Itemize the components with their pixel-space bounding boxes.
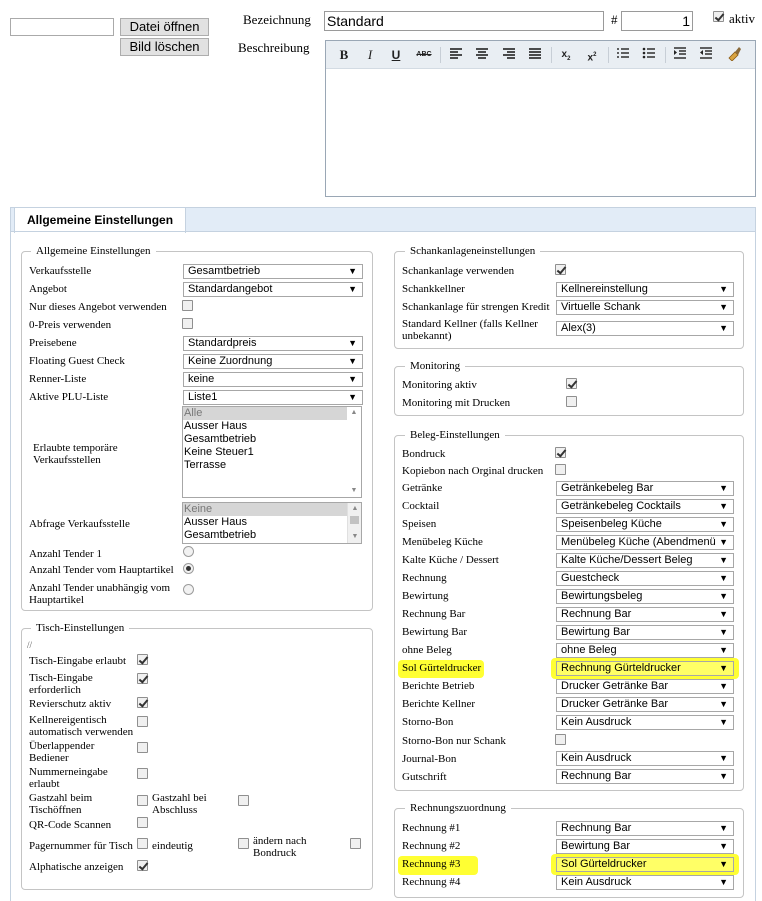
pager-label: Pagernummer für Tisch — [29, 840, 133, 852]
revierschutz-label: Revierschutz aktiv — [29, 698, 112, 710]
clean-format-icon[interactable] — [724, 45, 744, 65]
strikethrough-icon[interactable]: ABC — [416, 51, 432, 58]
rz-label: Rechnung #1 — [402, 822, 461, 834]
dropdown-arrow-icon: ▼ — [719, 573, 728, 583]
beleg-select[interactable] — [556, 517, 734, 532]
dropdown-arrow-icon: ▼ — [348, 392, 357, 402]
dropdown-arrow-icon: ▼ — [719, 537, 728, 547]
dropdown-arrow-icon: ▼ — [719, 717, 728, 727]
eindeutig-label: eindeutig — [152, 840, 193, 852]
verkaufsstelle-label: Verkaufsstelle — [29, 265, 92, 277]
dropdown-arrow-icon: ▼ — [348, 338, 357, 348]
bondruck-label: Bondruck — [402, 448, 446, 460]
journal-select[interactable]: Kein Ausdruck ▼ — [556, 751, 734, 766]
rz-select-value: Rechnung Bar — [561, 822, 632, 834]
dropdown-arrow-icon: ▼ — [719, 284, 728, 294]
aendern-label: ändern nach Bondruck — [253, 835, 307, 859]
superscript-icon[interactable]: $x^2$ — [587, 52, 597, 64]
nur-angebot-label: Nur dieses Angebot verwenden — [29, 301, 167, 313]
schank-legend: Schankanlageneinstellungen — [405, 245, 540, 257]
rz-label: Rechnung #2 — [402, 840, 461, 852]
gutschrift-label: Gutschrift — [402, 771, 447, 783]
plu-label: Aktive PLU-Liste — [29, 391, 109, 403]
pager-checkbox[interactable] — [137, 838, 148, 849]
beleg-select[interactable] — [556, 607, 734, 622]
dropdown-arrow-icon: ▼ — [719, 753, 728, 763]
dropdown-arrow-icon: ▼ — [719, 663, 728, 673]
list-item[interactable]: Gesamtbetrieb — [184, 433, 257, 445]
monitoring-legend: Monitoring — [405, 360, 465, 372]
gastzahl-oeffnen-label: Gastzahl beim Tischöffnen — [29, 792, 93, 816]
beleg-select[interactable] — [556, 625, 734, 640]
temp-vk-label: Erlaubte temporäre Verkaufsstellen — [33, 442, 118, 466]
dropdown-arrow-icon: ▼ — [719, 609, 728, 619]
beleg-select[interactable] — [556, 499, 734, 514]
abfrage-vk-listbox[interactable] — [182, 502, 362, 544]
beleg-select-value: Bewirtungsbeleg — [561, 590, 643, 602]
preisebene-select[interactable]: Standardpreis ▼ — [183, 336, 363, 351]
outdent-icon[interactable] — [696, 45, 716, 65]
list-item[interactable]: Terrasse — [184, 459, 227, 471]
toolbar-separator — [608, 47, 609, 63]
beleg-select-value: Bewirtung Bar — [561, 626, 631, 638]
beleg-select-value: Guestcheck — [561, 572, 620, 584]
open-file-button[interactable]: Datei öffnen — [120, 18, 209, 36]
unordered-list-icon[interactable] — [639, 45, 659, 65]
dropdown-arrow-icon: ▼ — [719, 501, 728, 511]
rz-select-value: Kein Ausdruck — [561, 876, 632, 888]
alphatisch-checkbox[interactable] — [137, 860, 148, 871]
list-item[interactable]: Alle — [183, 407, 361, 420]
beleg-label: Kalte Küche / Dessert — [402, 554, 499, 566]
revierschutz-checkbox[interactable] — [137, 697, 148, 708]
dropdown-arrow-icon: ▼ — [719, 645, 728, 655]
indent-icon[interactable] — [670, 45, 690, 65]
renner-label: Renner-Liste — [29, 373, 87, 385]
ueberlappend-label: Überlappender Bediener — [29, 740, 95, 764]
nummerneingabe-checkbox[interactable] — [137, 768, 148, 779]
tisch-slashes: // — [27, 640, 33, 650]
scroll-down-icon[interactable]: ▼ — [350, 487, 358, 494]
dropdown-arrow-icon: ▼ — [719, 302, 728, 312]
beleg-label: Sol Gürteldrucker — [402, 662, 482, 674]
dropdown-arrow-icon: ▼ — [348, 356, 357, 366]
ueberlappend-checkbox[interactable] — [137, 742, 148, 753]
schank-verwenden-label: Schankanlage verwenden — [402, 265, 515, 277]
beleg-select-value: Drucker Getränke Bar — [561, 680, 668, 692]
align-left-icon[interactable] — [446, 45, 466, 65]
beleg-select[interactable] — [556, 553, 734, 568]
dropdown-arrow-icon: ▼ — [719, 823, 728, 833]
rz-select[interactable] — [556, 839, 734, 854]
rz-select-value: Sol Gürteldrucker — [561, 858, 647, 870]
dropdown-arrow-icon: ▼ — [719, 771, 728, 781]
editor-toolbar — [326, 41, 755, 69]
monitoring-aktiv-checkbox[interactable] — [566, 378, 577, 389]
beleg-label: Getränke — [402, 482, 443, 494]
storno-schank-label: Storno-Bon nur Schank — [402, 735, 506, 747]
beleg-select[interactable] — [556, 679, 734, 694]
tisch-legend: Tisch-Einstellungen — [31, 622, 129, 634]
subscript-icon[interactable]: $x_2$ — [561, 49, 571, 62]
dropdown-arrow-icon: ▼ — [719, 555, 728, 565]
storno-schank-checkbox[interactable] — [555, 734, 566, 745]
dropdown-arrow-icon: ▼ — [719, 841, 728, 851]
dropdown-arrow-icon: ▼ — [719, 483, 728, 493]
verkaufsstelle-select[interactable]: Gesamtbetrieb ▼ — [183, 264, 363, 279]
tisch-eingabe-checkbox[interactable] — [137, 654, 148, 665]
dropdown-arrow-icon: ▼ — [348, 374, 357, 384]
bold-icon[interactable]: B — [339, 47, 349, 62]
rz-legend: Rechnungszuordnung — [405, 802, 511, 814]
toolbar-separator — [665, 47, 666, 63]
scroll-up-icon[interactable]: ▲ — [351, 505, 359, 512]
list-item[interactable]: Ausser Haus — [184, 516, 247, 528]
scrollbar[interactable] — [347, 407, 361, 497]
align-center-icon[interactable] — [472, 45, 492, 65]
scroll-down-icon[interactable]: ▼ — [351, 533, 359, 540]
beleg-select[interactable] — [556, 535, 734, 550]
preisebene-label: Preisebene — [29, 337, 77, 349]
dropdown-arrow-icon: ▼ — [719, 519, 728, 529]
beleg-label: Bewirtung Bar — [402, 626, 468, 638]
tender-unabh-label: Anzahl Tender unabhängig vom Hauptartikel — [29, 582, 171, 606]
beleg-select-value: Rechnung Gürteldrucker — [561, 662, 681, 674]
toolbar-separator — [551, 47, 552, 63]
rz-select[interactable] — [556, 875, 734, 890]
tender1-radio[interactable] — [183, 546, 194, 557]
italic-icon[interactable]: I — [367, 47, 373, 62]
align-right-icon[interactable] — [499, 45, 519, 65]
beleg-select-value: Getränkebeleg Cocktails — [561, 500, 681, 512]
tab-allgemeine-einstellungen[interactable]: Allgemeine Einstellungen — [14, 207, 186, 233]
angebot-select[interactable]: Standardangebot ▼ — [183, 282, 363, 297]
beleg-label: Speisen — [402, 518, 437, 530]
scrollbar[interactable] — [347, 503, 361, 543]
underline-icon[interactable]: U — [391, 48, 401, 62]
monitoring-drucken-label: Monitoring mit Drucken — [402, 397, 511, 409]
beleg-select[interactable] — [556, 571, 734, 586]
rz-select-value: Bewirtung Bar — [561, 840, 631, 852]
delete-image-button[interactable]: Bild löschen — [120, 38, 209, 56]
list-item[interactable]: Keine — [183, 503, 361, 516]
nummerneingabe-label: Nummerneingabe erlaubt — [29, 766, 108, 790]
beleg-select-value: Drucker Getränke Bar — [561, 698, 668, 710]
monitoring-drucken-checkbox[interactable] — [566, 396, 577, 407]
rz-label: Rechnung #3 — [402, 858, 461, 870]
beleg-select[interactable] — [556, 643, 734, 658]
dropdown-arrow-icon: ▼ — [719, 591, 728, 601]
floating-label: Floating Guest Check — [29, 355, 125, 367]
gastzahl-oeffnen-checkbox[interactable] — [137, 795, 148, 806]
tender1-label: Anzahl Tender 1 — [29, 548, 102, 560]
tender-haupt-label: Anzahl Tender vom Hauptartikel — [29, 564, 174, 576]
renner-select[interactable]: keine ▼ — [183, 372, 363, 387]
dropdown-arrow-icon: ▼ — [719, 627, 728, 637]
bezeichnung-label: Bezeichnung — [243, 12, 311, 27]
kopiebon-checkbox[interactable] — [555, 464, 566, 475]
tisch-eingabe-label: Tisch-Eingabe erlaubt — [29, 655, 127, 667]
list-item[interactable]: Keine Steuer1 — [184, 446, 254, 458]
beleg-label: Cocktail — [402, 500, 440, 512]
beleg-select-value: Menübeleg Küche (Abendmenü — [561, 536, 716, 548]
beleg-select[interactable] — [556, 589, 734, 604]
list-item[interactable]: Gesamtbetrieb — [184, 529, 257, 541]
allgemein-legend: Allgemeine Einstellungen — [31, 245, 156, 257]
aktiv-label: aktiv — [729, 11, 755, 26]
std-kellner-select[interactable]: Alex(3) ▼ — [556, 321, 734, 336]
dropdown-arrow-icon: ▼ — [719, 877, 728, 887]
tisch-erforderlich-label: Tisch-Eingabe erforderlich — [29, 672, 93, 696]
beleg-label: Rechnung — [402, 572, 447, 584]
justify-icon[interactable] — [525, 45, 545, 65]
std-kellner-label: Standard Kellner (falls Kellner unbekannt) — [402, 318, 538, 342]
null-preis-checkbox[interactable] — [182, 318, 193, 329]
schankkellner-select[interactable]: Kellnereinstellung ▼ — [556, 282, 734, 297]
dropdown-arrow-icon: ▼ — [719, 681, 728, 691]
rz-select[interactable] — [556, 821, 734, 836]
kellnereigen-checkbox[interactable] — [137, 716, 148, 727]
beleg-select-value: ohne Beleg — [561, 644, 617, 656]
beleg-select-value: Getränkebeleg Bar — [561, 482, 654, 494]
gastzahl-abschluss-label: Gastzahl bei Abschluss — [152, 792, 207, 816]
beleg-label: Bewirtung — [402, 590, 449, 602]
tender-unabh-radio[interactable] — [183, 584, 194, 595]
beleg-label: ohne Beleg — [402, 644, 452, 656]
beleg-select[interactable] — [556, 715, 734, 730]
beleg-label: Berichte Kellner — [402, 698, 475, 710]
rz-label: Rechnung #4 — [402, 876, 461, 888]
journal-label: Journal-Bon — [402, 753, 457, 765]
beschreibung-label: Beschreibung — [238, 40, 310, 55]
tender-haupt-radio[interactable] — [183, 563, 194, 574]
beleg-select-value: Speisenbeleg Küche — [561, 518, 662, 530]
ordered-list-icon[interactable] — [613, 45, 633, 65]
angebot-label: Angebot — [29, 283, 67, 295]
toolbar-separator — [440, 47, 441, 63]
eindeutig-checkbox[interactable] — [238, 838, 249, 849]
temp-vk-listbox[interactable] — [182, 406, 362, 498]
dropdown-arrow-icon: ▼ — [348, 284, 357, 294]
dropdown-arrow-icon: ▼ — [348, 266, 357, 276]
abfrage-vk-label: Abfrage Verkaufsstelle — [29, 518, 130, 530]
kellnereigen-label: Kellnereigentisch automatisch verwenden — [29, 714, 134, 738]
rz-select[interactable] — [556, 857, 734, 872]
dropdown-arrow-icon: ▼ — [719, 699, 728, 709]
beleg-select-value: Kalte Küche/Dessert Beleg — [561, 554, 693, 566]
plu-select[interactable]: Liste1 ▼ — [183, 390, 363, 405]
dropdown-arrow-icon: ▼ — [719, 859, 728, 869]
tisch-erforderlich-checkbox[interactable] — [137, 673, 148, 684]
beleg-label: Berichte Betrieb — [402, 680, 475, 692]
gastzahl-abschluss-checkbox[interactable] — [238, 795, 249, 806]
qr-checkbox[interactable] — [137, 817, 148, 828]
description-editor[interactable] — [325, 40, 756, 197]
nur-angebot-checkbox[interactable] — [182, 300, 193, 311]
beleg-label: Menübeleg Küche — [402, 536, 483, 548]
floating-select[interactable]: Keine Zuordnung ▼ — [183, 354, 363, 369]
qr-label: QR-Code Scannen — [29, 819, 112, 831]
aendern-checkbox[interactable] — [350, 838, 361, 849]
beleg-select-value: Kein Ausdruck — [561, 716, 632, 728]
beleg-label: Storno-Bon — [402, 716, 454, 728]
schankkellner-label: Schankkellner — [402, 283, 465, 295]
scroll-up-icon[interactable]: ▲ — [350, 409, 358, 416]
monitoring-aktiv-label: Monitoring aktiv — [402, 379, 477, 391]
schank-kredit-select[interactable]: Virtuelle Schank ▼ — [556, 300, 734, 315]
hash-label: # — [611, 12, 618, 27]
file-path-input[interactable] — [10, 18, 114, 36]
beleg-select[interactable] — [556, 661, 734, 676]
dropdown-arrow-icon: ▼ — [719, 323, 728, 333]
scroll-thumb[interactable] — [350, 516, 359, 524]
schank-kredit-label: Schankanlage für strengen Kredit — [402, 301, 550, 313]
beleg-select[interactable] — [556, 697, 734, 712]
beleg-label: Rechnung Bar — [402, 608, 466, 620]
gutschrift-select[interactable]: Rechnung Bar ▼ — [556, 769, 734, 784]
beleg-legend: Beleg-Einstellungen — [405, 429, 505, 441]
bezeichnung-input[interactable]: Standard — [324, 11, 604, 31]
beleg-select-value: Rechnung Bar — [561, 608, 632, 620]
alphatisch-label: Alphatische anzeigen — [29, 861, 124, 873]
number-input[interactable]: 1 — [621, 11, 693, 31]
schank-verwenden-checkbox[interactable] — [555, 264, 566, 275]
bondruck-checkbox[interactable] — [555, 447, 566, 458]
kopiebon-label: Kopiebon nach Orginal drucken — [402, 465, 544, 477]
beleg-select[interactable] — [556, 481, 734, 496]
aktiv-checkbox[interactable] — [713, 11, 724, 22]
null-preis-label: 0-Preis verwenden — [29, 319, 112, 331]
list-item[interactable]: Ausser Haus — [184, 420, 247, 432]
